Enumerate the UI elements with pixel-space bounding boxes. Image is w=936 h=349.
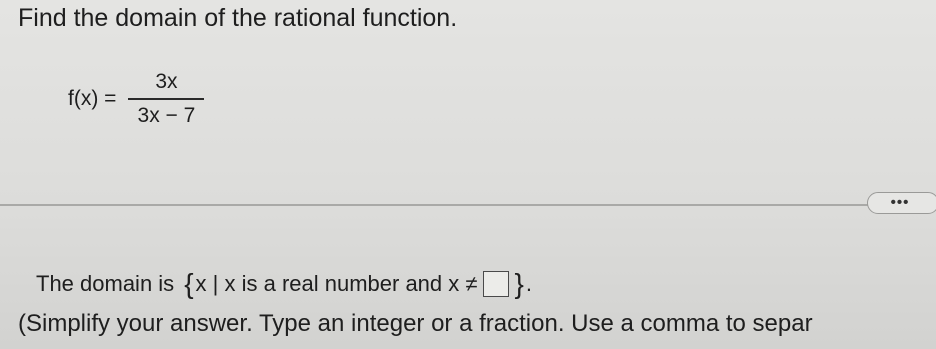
question-text: Find the domain of the rational function.: [18, 4, 458, 32]
answer-statement: [36, 270, 532, 298]
fraction-numerator: 3x: [155, 70, 178, 93]
answer-input[interactable]: [483, 271, 509, 297]
close-brace: }: [514, 268, 524, 299]
section-divider: [0, 204, 872, 206]
open-brace: {: [184, 268, 194, 299]
answer-period: .: [525, 271, 532, 296]
instructions-text: (Simplify your answer. Type an integer or a fraction. Use a comma to separ: [18, 310, 813, 337]
set-builder-text: x | x is a real number and x ≠: [195, 271, 478, 296]
answer-prefix: The domain is: [36, 271, 175, 296]
more-options-button[interactable]: •••: [867, 192, 936, 214]
function-lhs: f(x) =: [68, 87, 117, 110]
function-expression: [68, 70, 204, 128]
fraction-denominator: 3x − 7: [137, 104, 196, 127]
fraction: [128, 70, 204, 128]
